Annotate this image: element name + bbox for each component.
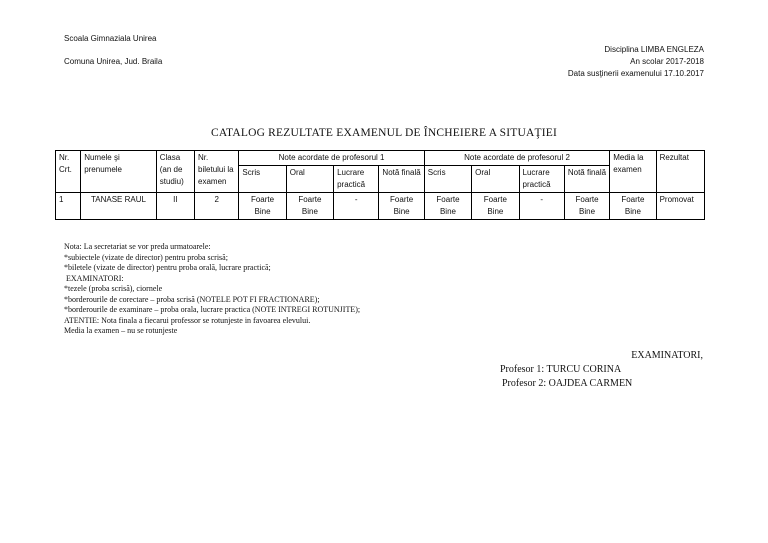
- table-row: [56, 193, 705, 220]
- cell-nr: 1: [56, 193, 81, 220]
- cell-p1-final: Foarte Bine: [379, 193, 424, 220]
- note-line: *borderourile de corectare – proba scrisă (NOTELE POT FI FRACTIONARE);: [64, 294, 320, 304]
- header-p1-oral: Oral: [286, 166, 333, 193]
- document-title: CATALOG REZULTATE EXAMENUL DE ÎNCHEIERE A SITUAŢIEI: [210, 127, 558, 139]
- results-table: [55, 150, 705, 220]
- header-p2-final: Notă finală: [564, 166, 609, 193]
- examiners-heading: EXAMINATORI,: [631, 350, 703, 361]
- note-line: *subiectele (vizate de director) pentru proba scrisă;: [64, 252, 228, 262]
- header-p2-practical: Lucrare practică: [519, 166, 564, 193]
- professor-2: Profesor 2: OAJDEA CARMEN: [502, 378, 633, 389]
- cell-ticket: 2: [195, 193, 239, 220]
- note-line: *borderourile de examinare – proba orala, lucrare practica (NOTE INTREGI ROTUNJITE);: [64, 305, 361, 314]
- cell-result: Promovat: [656, 193, 704, 220]
- header-name: Numele şi prenumele: [81, 151, 157, 193]
- header-p1-written: Scris: [239, 166, 286, 193]
- cell-name: TANASE RAUL: [81, 193, 157, 220]
- notes-block: [64, 242, 360, 337]
- header-prof2-group: Note acordate de profesorul 2: [424, 151, 609, 166]
- note-line: ATENTIE: Nota finala a fiecarui professor se rotunjeste in favoarea elevului.: [64, 315, 311, 325]
- discipline: Disciplina LIMBA ENGLEZA: [604, 45, 704, 54]
- professor-1: Profesor 1: TURCU CORINA: [500, 364, 622, 375]
- cell-p2-practical: -: [519, 193, 564, 220]
- header-average: Media la examen: [610, 151, 656, 193]
- note-line: Nota: La secretariat se vor preda urmatoarele:: [64, 242, 211, 251]
- header-result: Rezultat: [656, 151, 704, 193]
- school-name: Scoala Gimnaziala Unirea: [64, 34, 157, 43]
- note-line: *biletele (vizate de director) pentru proba orală, lucrare practică;: [64, 263, 271, 272]
- cell-p2-oral: Foarte Bine: [472, 193, 519, 220]
- note-line: EXAMINATORI:: [64, 273, 124, 283]
- cell-average: Foarte Bine: [610, 193, 656, 220]
- commune-name: Comuna Unirea, Jud. Braila: [64, 57, 163, 66]
- header-p2-written: Scris: [424, 166, 471, 193]
- cell-class: II: [156, 193, 194, 220]
- school-year: An scolar 2017-2018: [630, 57, 704, 66]
- exam-date: Data susţinerii examenului 17.10.2017: [567, 69, 704, 78]
- cell-p1-written: Foarte Bine: [239, 193, 286, 220]
- note-line: *tezele (proba scrisă), ciornele: [64, 284, 163, 293]
- header-p1-final: Notă finală: [379, 166, 424, 193]
- header-nr-crt: Nr. Crt.: [56, 151, 81, 193]
- header-prof1-group: Note acordate de profesorul 1: [239, 151, 424, 166]
- cell-p2-final: Foarte Bine: [564, 193, 609, 220]
- cell-p2-written: Foarte Bine: [424, 193, 471, 220]
- cell-p1-practical: -: [334, 193, 379, 220]
- header-p2-oral: Oral: [472, 166, 519, 193]
- table-header-row: [56, 151, 705, 166]
- note-line: Media la examen – nu se rotunjeste: [64, 326, 178, 335]
- cell-p1-oral: Foarte Bine: [286, 193, 333, 220]
- header-p1-practical: Lucrare practică: [334, 166, 379, 193]
- header-ticket: Nr. biletului la examen: [195, 151, 239, 193]
- header-class: Clasa (an de studiu): [156, 151, 194, 193]
